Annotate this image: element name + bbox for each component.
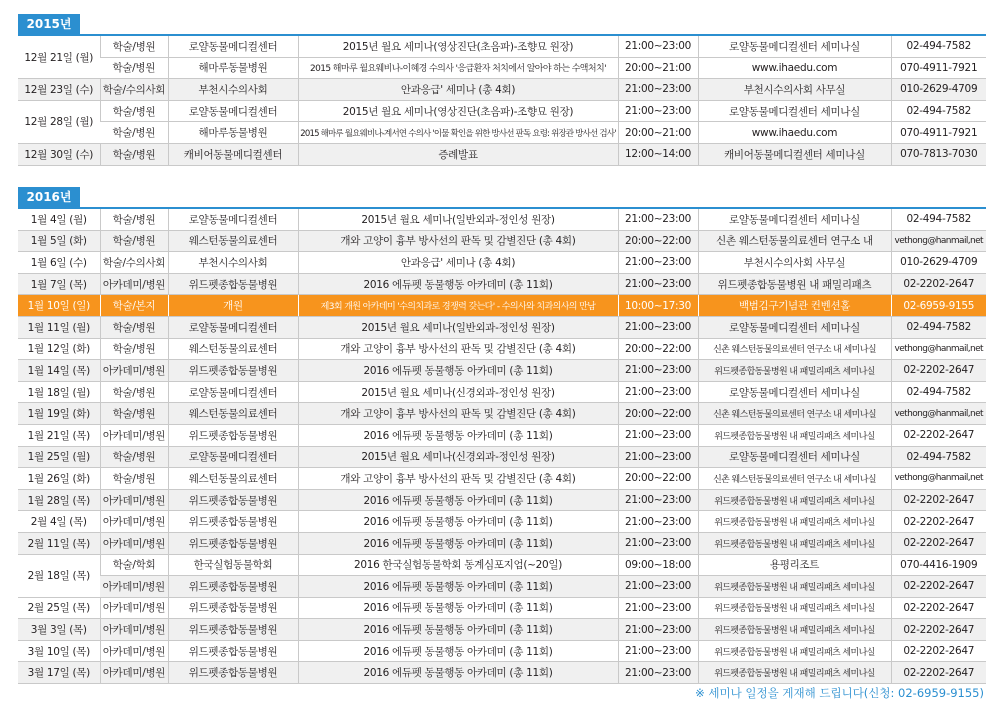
- place-cell: 신촌 웨스턴동물의료센터 연구소 내 세미나실: [698, 403, 891, 425]
- type-cell: 학술/병원: [100, 381, 168, 403]
- org-cell: 웨스턴동물의료센터: [168, 230, 298, 252]
- date-cell: 3월 10일 (목): [18, 640, 100, 662]
- place-cell: 위드펫종합동물병원 내 패밀리패츠 세미나실: [698, 511, 891, 533]
- contact-cell: 02-494-7582: [891, 35, 986, 57]
- date-cell: 1월 7일 (목): [18, 273, 100, 295]
- place-cell: 로얄동물메디컬센터 세미나실: [698, 381, 891, 403]
- type-cell: 학술/학회: [100, 554, 168, 576]
- date-cell: 2월 11일 (목): [18, 532, 100, 554]
- date-cell: 12월 30일 (수): [18, 143, 100, 165]
- time-cell: 21:00~23:00: [618, 597, 698, 619]
- time-cell: 20:00~22:00: [618, 468, 698, 490]
- type-cell: 학술/병원: [100, 468, 168, 490]
- org-cell: 위드펫종합동물병원: [168, 640, 298, 662]
- place-cell: 위드펫종합동물병원 내 패밀리패츠 세미나실: [698, 489, 891, 511]
- place-cell: 캐비어동물메디컬센터 세미나실: [698, 143, 891, 165]
- table-row: [18, 316, 986, 338]
- org-cell: 위드펫종합동물병원: [168, 489, 298, 511]
- title-cell: 2016 에듀펫 동물행동 아카데미 (총 11회): [298, 360, 618, 382]
- type-cell: 아카데미/병원: [100, 273, 168, 295]
- date-cell: 1월 5일 (화): [18, 230, 100, 252]
- time-cell: 21:00~23:00: [618, 511, 698, 533]
- title-cell: 2016 에듀펫 동물행동 아카데미 (총 11회): [298, 424, 618, 446]
- contact-cell: 010-2629-4709: [891, 79, 986, 101]
- title-cell: 2016 에듀펫 동물행동 아카데미 (총 11회): [298, 640, 618, 662]
- contact-cell: 02-494-7582: [891, 446, 986, 468]
- place-cell: 백범김구기념관 컨벤션홀: [698, 295, 891, 317]
- org-cell: 위드펫종합동물병원: [168, 597, 298, 619]
- org-cell: 위드펫종합동물병원: [168, 532, 298, 554]
- contact-cell: 02-2202-2647: [891, 662, 986, 684]
- date-cell: 1월 25일 (월): [18, 446, 100, 468]
- place-cell: 로얄동물메디컬센터 세미나실: [698, 316, 891, 338]
- contact-cell: 02-2202-2647: [891, 640, 986, 662]
- table-row: [18, 252, 986, 274]
- table-row: [18, 424, 986, 446]
- time-cell: 21:00~23:00: [618, 489, 698, 511]
- schedule-table-2015: [18, 34, 986, 166]
- org-cell: 해마루동물병원: [168, 57, 298, 79]
- time-cell: 21:00~23:00: [618, 79, 698, 101]
- contact-cell: 02-6959-9155: [891, 295, 986, 317]
- time-cell: 09:00~18:00: [618, 554, 698, 576]
- date-cell: 1월 4일 (월): [18, 208, 100, 230]
- title-cell: 2015 해마루 월요웨비나-계서연 수의사 '이물 확인을 위한 방사선 판독 요령: 위장관 방사선 검사': [298, 122, 618, 144]
- date-cell: 1월 19일 (화): [18, 403, 100, 425]
- contact-cell: vethong@hanmail,net: [891, 338, 986, 360]
- place-cell: 신촌 웨스턴동물의료센터 연구소 내 세미나실: [698, 468, 891, 490]
- title-cell: 2016 한국실험동물학회 동계심포지엄(~20일): [298, 554, 618, 576]
- title-cell: 개와 고양이 흉부 방사선의 판독 및 감별진단 (총 4회): [298, 338, 618, 360]
- time-cell: 21:00~23:00: [618, 532, 698, 554]
- place-cell: 부천시수의사회 사무실: [698, 79, 891, 101]
- title-cell: 개와 고양이 흉부 방사선의 판독 및 감별진단 (총 4회): [298, 468, 618, 490]
- org-cell: 해마루동물병원: [168, 122, 298, 144]
- footnote: ※ 세미나 일정을 게재해 드립니다(신청: 02-6959-9155): [695, 686, 984, 700]
- contact-cell: 02-2202-2647: [891, 273, 986, 295]
- time-cell: 21:00~23:00: [618, 100, 698, 122]
- place-cell: 위드펫종합동물병원 내 패밀리패츠 세미나실: [698, 576, 891, 598]
- time-cell: 21:00~23:00: [618, 576, 698, 598]
- type-cell: 학술/병원: [100, 403, 168, 425]
- type-cell: 아카데미/병원: [100, 619, 168, 641]
- time-cell: 21:00~23:00: [618, 619, 698, 641]
- table-row: [18, 532, 986, 554]
- title-cell: 2016 에듀펫 동물행동 아카데미 (총 11회): [298, 511, 618, 533]
- table-row: [18, 597, 986, 619]
- time-cell: 21:00~23:00: [618, 446, 698, 468]
- time-cell: 20:00~21:00: [618, 122, 698, 144]
- place-cell: www.ihaedu.com: [698, 122, 891, 144]
- org-cell: 개원: [168, 295, 298, 317]
- org-cell: 웨스턴동물의료센터: [168, 338, 298, 360]
- place-cell: 위드펫종합동물병원 내 패밀리패츠 세미나실: [698, 662, 891, 684]
- org-cell: 위드펫종합동물병원: [168, 576, 298, 598]
- org-cell: 위드펫종합동물병원: [168, 662, 298, 684]
- table-row: [18, 122, 986, 144]
- place-cell: 위드펫종합동물병원 내 패밀리패츠 세미나실: [698, 532, 891, 554]
- time-cell: 21:00~23:00: [618, 381, 698, 403]
- title-cell: 증례발표: [298, 143, 618, 165]
- place-cell: 위드펫종합동물병원 내 패밀리패츠 세미나실: [698, 597, 891, 619]
- date-cell: 12월 21일 (월): [18, 35, 100, 79]
- title-cell: 2016 에듀펫 동물행동 아카데미 (총 11회): [298, 619, 618, 641]
- contact-cell: 070-7813-7030: [891, 143, 986, 165]
- type-cell: 아카데미/병원: [100, 511, 168, 533]
- title-cell: 2015년 월요 세미나(일반외과-정인성 원장): [298, 316, 618, 338]
- org-cell: 부천시수의사회: [168, 252, 298, 274]
- table-row: [18, 619, 986, 641]
- org-cell: 부천시수의사회: [168, 79, 298, 101]
- table-row: [18, 360, 986, 382]
- type-cell: 아카데미/병원: [100, 360, 168, 382]
- place-cell: 로얄동물메디컬센터 세미나실: [698, 446, 891, 468]
- table-row: [18, 273, 986, 295]
- type-cell: 학술/병원: [100, 35, 168, 57]
- title-cell: 2015년 월요 세미나(영상진단(초음파)-조향묘 원장): [298, 35, 618, 57]
- date-cell: 1월 28일 (목): [18, 489, 100, 511]
- table-row: [18, 338, 986, 360]
- org-cell: 위드펫종합동물병원: [168, 424, 298, 446]
- time-cell: 21:00~23:00: [618, 662, 698, 684]
- org-cell: 로얄동물메디컬센터: [168, 316, 298, 338]
- time-cell: 20:00~22:00: [618, 338, 698, 360]
- place-cell: 위드펫종합동물병원 내 패밀리패츠 세미나실: [698, 619, 891, 641]
- table-row: [18, 511, 986, 533]
- contact-cell: vethong@hanmail,net: [891, 403, 986, 425]
- org-cell: 로얄동물메디컬센터: [168, 446, 298, 468]
- place-cell: 신촌 웨스턴동물의료센터 연구소 내: [698, 230, 891, 252]
- time-cell: 21:00~23:00: [618, 424, 698, 446]
- type-cell: 학술/수의사회: [100, 79, 168, 101]
- type-cell: 아카데미/병원: [100, 576, 168, 598]
- contact-cell: 02-2202-2647: [891, 532, 986, 554]
- org-cell: 로얄동물메디컬센터: [168, 381, 298, 403]
- schedule-table-2016: [18, 207, 986, 684]
- type-cell: 아카데미/병원: [100, 532, 168, 554]
- time-cell: 20:00~22:00: [618, 230, 698, 252]
- place-cell: 로얄동물메디컬센터 세미나실: [698, 100, 891, 122]
- contact-cell: 02-2202-2647: [891, 424, 986, 446]
- table-row: [18, 446, 986, 468]
- contact-cell: vethong@hanmail,net: [891, 230, 986, 252]
- type-cell: 아카데미/병원: [100, 597, 168, 619]
- org-cell: 위드펫종합동물병원: [168, 511, 298, 533]
- org-cell: 위드펫종합동물병원: [168, 619, 298, 641]
- title-cell: 안과응급' 세미나 (총 4회): [298, 79, 618, 101]
- contact-cell: 070-4911-7921: [891, 57, 986, 79]
- type-cell: 학술/병원: [100, 446, 168, 468]
- contact-cell: 02-494-7582: [891, 316, 986, 338]
- contact-cell: 02-2202-2647: [891, 360, 986, 382]
- date-cell: 2월 25일 (목): [18, 597, 100, 619]
- type-cell: 학술/병원: [100, 143, 168, 165]
- time-cell: 21:00~23:00: [618, 35, 698, 57]
- time-cell: 21:00~23:00: [618, 252, 698, 274]
- table-row: [18, 640, 986, 662]
- title-cell: 2015 해마루 월요웨비나-이혜경 수의사 '응급환자 처치에서 알아야 하는 수액처치': [298, 57, 618, 79]
- table-row: [18, 100, 986, 122]
- org-cell: 로얄동물메디컬센터: [168, 35, 298, 57]
- type-cell: 아카데미/병원: [100, 489, 168, 511]
- time-cell: 20:00~21:00: [618, 57, 698, 79]
- table-row: [18, 554, 986, 576]
- contact-cell: 070-4416-1909: [891, 554, 986, 576]
- org-cell: 웨스턴동물의료센터: [168, 468, 298, 490]
- place-cell: www.ihaedu.com: [698, 57, 891, 79]
- place-cell: 용평리조트: [698, 554, 891, 576]
- table-row: [18, 468, 986, 490]
- date-cell: 1월 26일 (화): [18, 468, 100, 490]
- contact-cell: vethong@hanmail,net: [891, 468, 986, 490]
- date-cell: 12월 23일 (수): [18, 79, 100, 101]
- time-cell: 10:00~17:30: [618, 295, 698, 317]
- org-cell: 한국실험동물학회: [168, 554, 298, 576]
- type-cell: 학술/병원: [100, 100, 168, 122]
- time-cell: 21:00~23:00: [618, 316, 698, 338]
- date-cell: 3월 17일 (목): [18, 662, 100, 684]
- place-cell: 신촌 웨스턴동물의료센터 연구소 내 세미나실: [698, 338, 891, 360]
- contact-cell: 02-494-7582: [891, 208, 986, 230]
- org-cell: 로얄동물메디컬센터: [168, 100, 298, 122]
- type-cell: 학술/병원: [100, 208, 168, 230]
- org-cell: 로얄동물메디컬센터: [168, 208, 298, 230]
- year-tab-2015: 2015년: [18, 14, 80, 35]
- type-cell: 학술/본지: [100, 295, 168, 317]
- date-cell: 1월 12일 (화): [18, 338, 100, 360]
- org-cell: 웨스턴동물의료센터: [168, 403, 298, 425]
- table-row: [18, 208, 986, 230]
- title-cell: 2015년 월요 세미나(신경외과-정인성 원장): [298, 381, 618, 403]
- type-cell: 학술/병원: [100, 122, 168, 144]
- place-cell: 위드펫종합동물병원 내 패밀리패츠: [698, 273, 891, 295]
- org-cell: 위드펫종합동물병원: [168, 360, 298, 382]
- title-cell: 2015년 월요 세미나(일반외과-정인성 원장): [298, 208, 618, 230]
- title-cell: 개와 고양이 흉부 방사선의 판독 및 감별진단 (총 4회): [298, 403, 618, 425]
- org-cell: 위드펫종합동물병원: [168, 273, 298, 295]
- place-cell: 부천시수의사회 사무실: [698, 252, 891, 274]
- contact-cell: 02-2202-2647: [891, 619, 986, 641]
- contact-cell: 02-2202-2647: [891, 597, 986, 619]
- time-cell: 21:00~23:00: [618, 208, 698, 230]
- place-cell: 위드펫종합동물병원 내 패밀리패츠 세미나실: [698, 640, 891, 662]
- title-cell: 2016 에듀펫 동물행동 아카데미 (총 11회): [298, 273, 618, 295]
- date-cell: 3월 3일 (목): [18, 619, 100, 641]
- place-cell: 위드펫종합동물병원 내 패밀리패츠 세미나실: [698, 424, 891, 446]
- place-cell: 로얄동물메디컬센터 세미나실: [698, 208, 891, 230]
- date-cell: 1월 11일 (월): [18, 316, 100, 338]
- table-row: [18, 381, 986, 403]
- type-cell: 아카데미/병원: [100, 662, 168, 684]
- table-row: [18, 489, 986, 511]
- place-cell: 위드펫종합동물병원 내 패밀리패츠 세미나실: [698, 360, 891, 382]
- year-tab-2016: 2016년: [18, 187, 80, 208]
- time-cell: 20:00~22:00: [618, 403, 698, 425]
- type-cell: 학술/병원: [100, 316, 168, 338]
- contact-cell: 02-2202-2647: [891, 576, 986, 598]
- org-cell: 캐비어동물메디컬센터: [168, 143, 298, 165]
- time-cell: 21:00~23:00: [618, 273, 698, 295]
- time-cell: 12:00~14:00: [618, 143, 698, 165]
- contact-cell: 02-2202-2647: [891, 489, 986, 511]
- date-cell: 1월 21일 (목): [18, 424, 100, 446]
- contact-cell: 02-494-7582: [891, 381, 986, 403]
- table-row: [18, 403, 986, 425]
- title-cell: 제3회 개원 아카데미 '수의치과로 경쟁력 갖는다' - 수의사와 치과의사의 만남: [298, 295, 618, 317]
- date-cell: 1월 6일 (수): [18, 252, 100, 274]
- title-cell: 2015년 월요 세미나(영상진단(초음파)-조향묘 원장): [298, 100, 618, 122]
- type-cell: 학술/수의사회: [100, 252, 168, 274]
- table-row: [18, 79, 986, 101]
- title-cell: 2016 에듀펫 동물행동 아카데미 (총 11회): [298, 576, 618, 598]
- date-cell: 1월 14일 (목): [18, 360, 100, 382]
- table-row: [18, 143, 986, 165]
- time-cell: 21:00~23:00: [618, 640, 698, 662]
- title-cell: 안과응급' 세미나 (총 4회): [298, 252, 618, 274]
- contact-cell: 010-2629-4709: [891, 252, 986, 274]
- table-row: [18, 230, 986, 252]
- table-row: [18, 35, 986, 57]
- title-cell: 2016 에듀펫 동물행동 아카데미 (총 11회): [298, 532, 618, 554]
- time-cell: 21:00~23:00: [618, 360, 698, 382]
- date-cell: 2월 18일 (목): [18, 554, 100, 597]
- date-cell: 1월 10일 (일): [18, 295, 100, 317]
- date-cell: 2월 4일 (목): [18, 511, 100, 533]
- type-cell: 학술/병원: [100, 338, 168, 360]
- title-cell: 2016 에듀펫 동물행동 아카데미 (총 11회): [298, 662, 618, 684]
- title-cell: 2016 에듀펫 동물행동 아카데미 (총 11회): [298, 489, 618, 511]
- title-cell: 2015년 월요 세미나(신경외과-정인성 원장): [298, 446, 618, 468]
- type-cell: 아카데미/병원: [100, 640, 168, 662]
- title-cell: 개와 고양이 흉부 방사선의 판독 및 감별진단 (총 4회): [298, 230, 618, 252]
- date-cell: 1월 18일 (월): [18, 381, 100, 403]
- place-cell: 로얄동물메디컬센터 세미나실: [698, 35, 891, 57]
- type-cell: 아카데미/병원: [100, 424, 168, 446]
- table-row: [18, 662, 986, 684]
- contact-cell: 02-494-7582: [891, 100, 986, 122]
- date-cell: 12월 28일 (월): [18, 100, 100, 143]
- contact-cell: 02-2202-2647: [891, 511, 986, 533]
- type-cell: 학술/병원: [100, 230, 168, 252]
- title-cell: 2016 에듀펫 동물행동 아카데미 (총 11회): [298, 597, 618, 619]
- table-row: [18, 576, 986, 598]
- type-cell: 학술/병원: [100, 57, 168, 79]
- table-row: [18, 295, 986, 317]
- table-row: [18, 57, 986, 79]
- contact-cell: 070-4911-7921: [891, 122, 986, 144]
